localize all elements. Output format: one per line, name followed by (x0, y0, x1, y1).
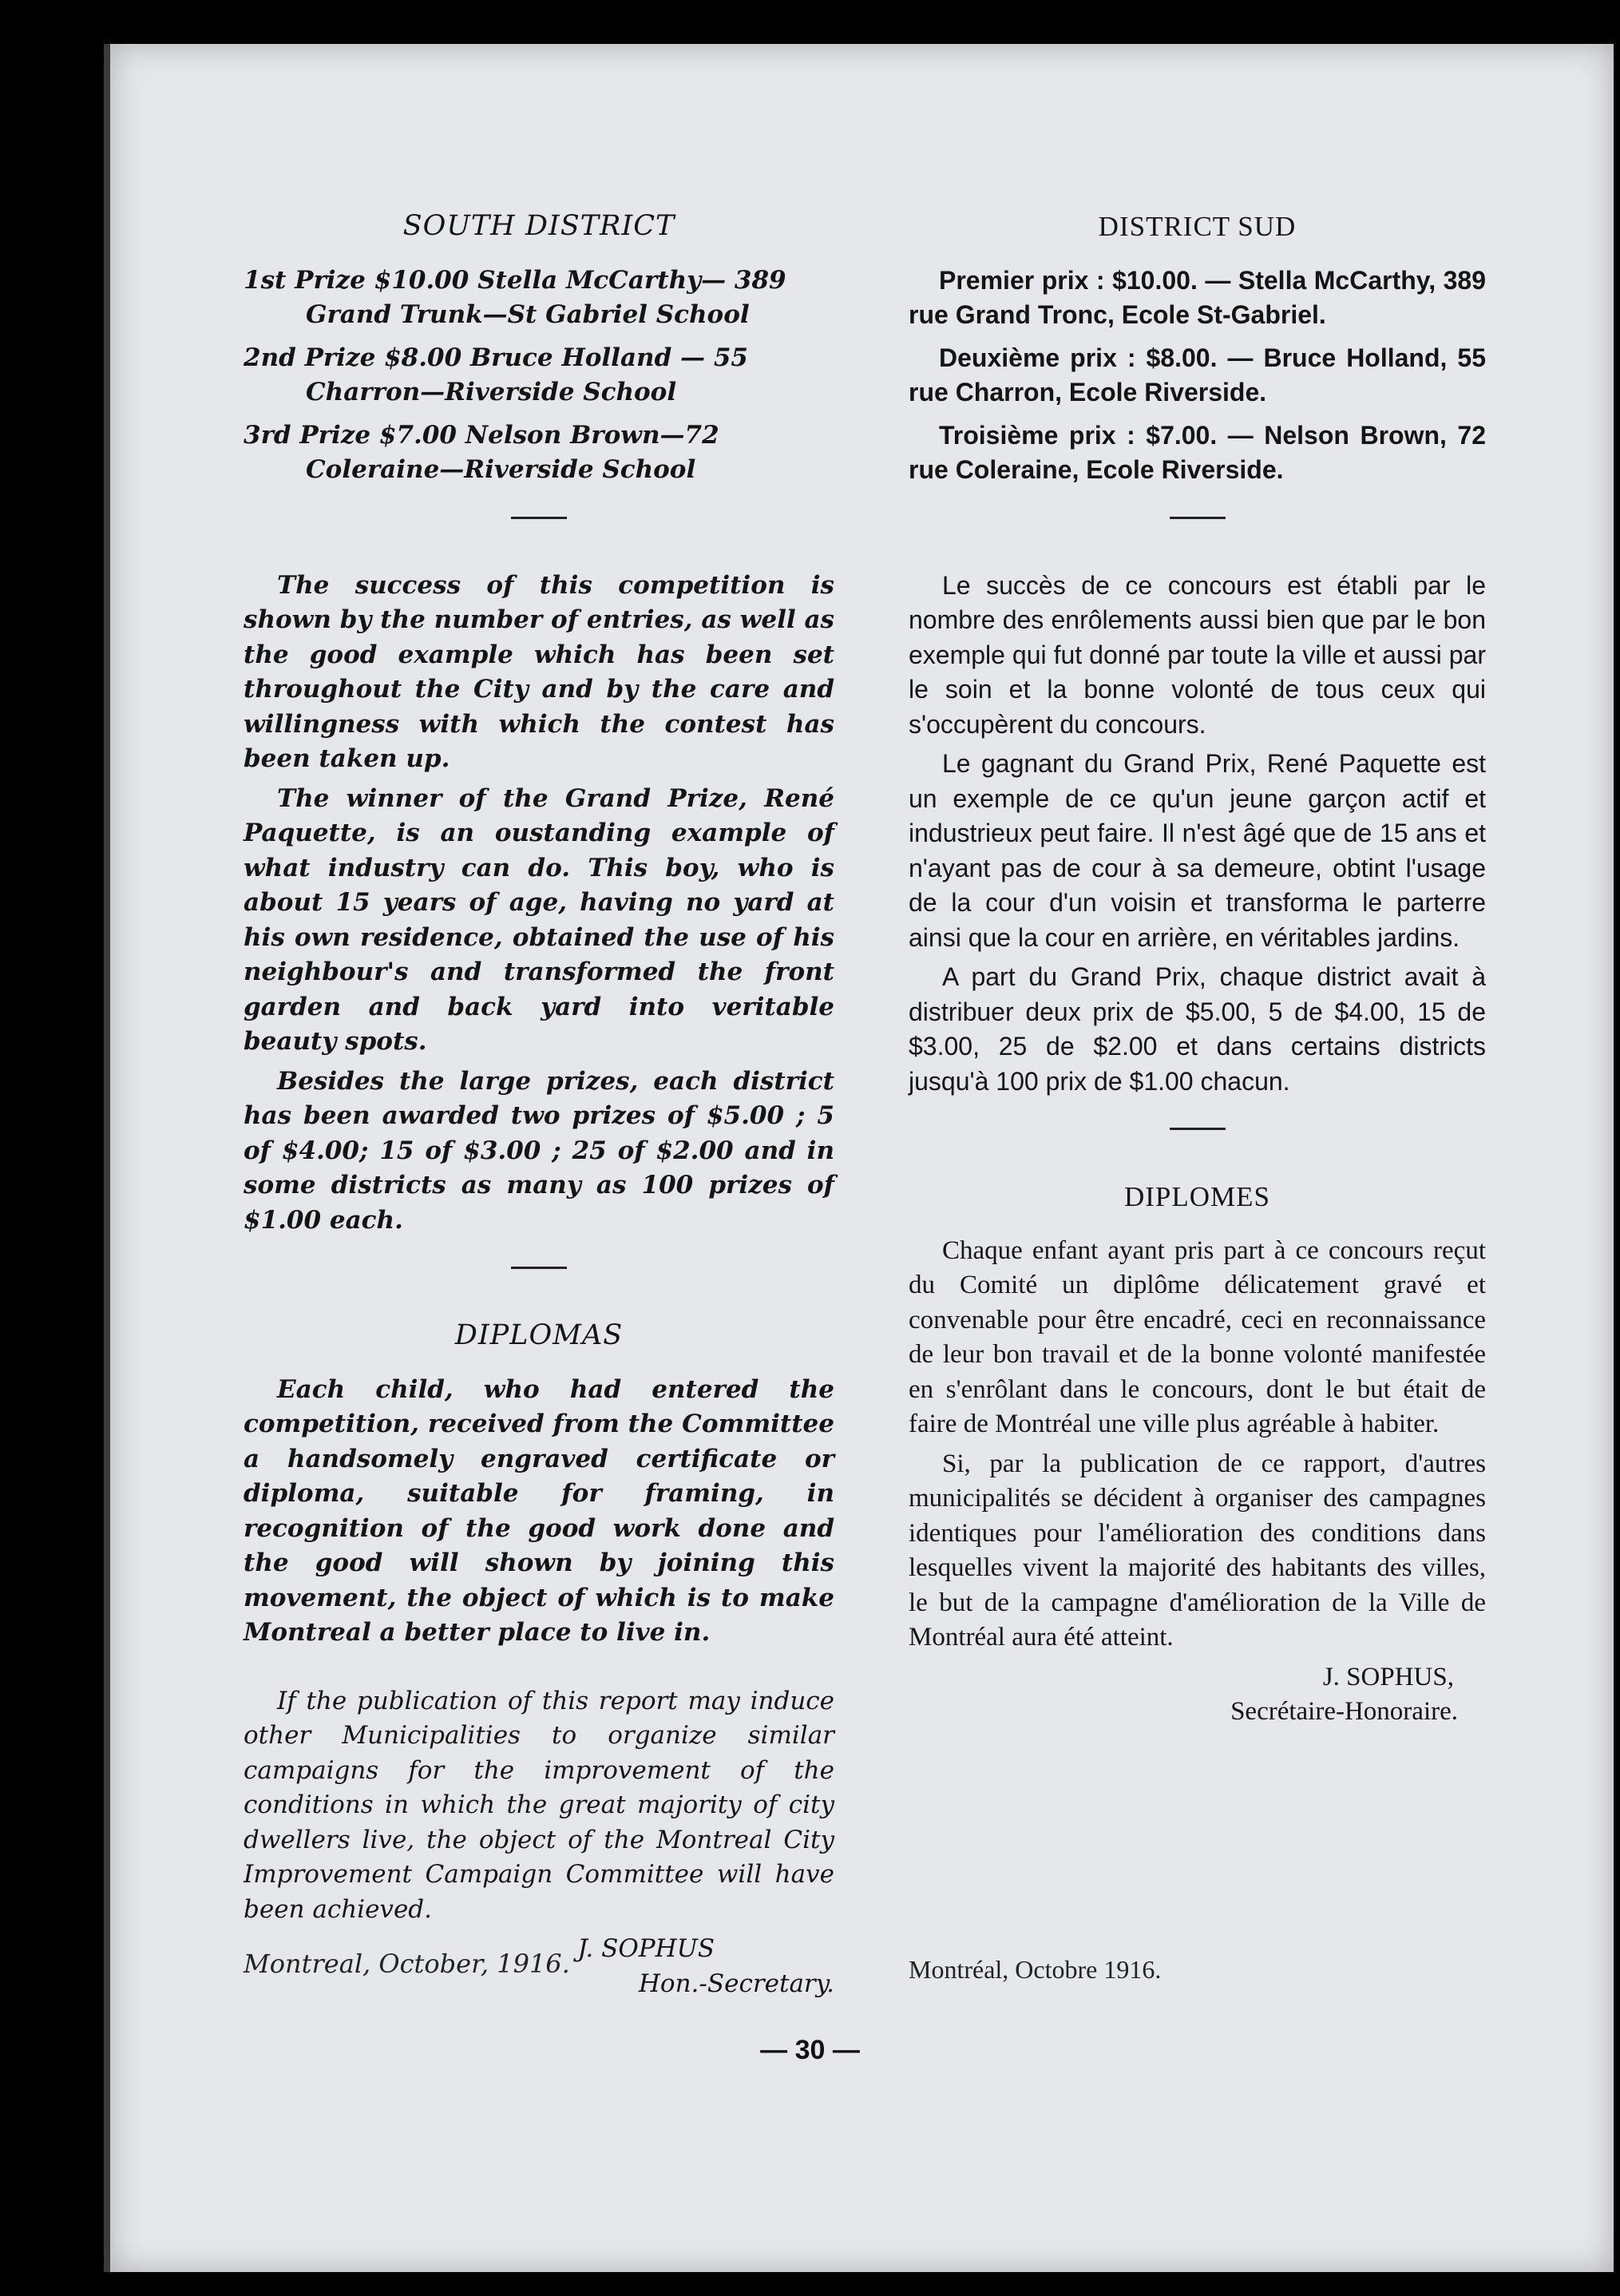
dateline-french: Montréal, Octobre 1916. (909, 1955, 1162, 1984)
prix-deuxieme: Deuxième prix : $8.00. — Bruce Holland, 55 rue Charron, Ecole Riverside. (909, 343, 1486, 406)
signature-name: J. SOPHUS (577, 1934, 715, 1963)
signature-title: Hon.-Secretary. (638, 1969, 834, 1998)
paragraphe-gagnant: Le gagnant du Grand Prix, René Paquette est un exemple de ce qu'un jeune garçon actif et industrieux peut faire. Il n'est âgé que de 15 ans et n'ayant pas de cour à sa demeure, obtint l'usage de la cour d'un voisin et transforma le parterre ainsi que la cour en arrière, en véritables jardins. (909, 749, 1486, 952)
page-number: — 30 — (760, 2035, 860, 2065)
paragraphe-publication: Si, par la publication de ce rapport, d'autres municipalités se décident à organiser des campagnes identiques pour l'amélioration des conditions dans lesquelles vivent la majorité des habitants des villes, le but de la campagne d'amélioration de la Ville de Montréal aura été atteint. (909, 1449, 1486, 1652)
section-divider (1170, 517, 1226, 519)
section-divider (1170, 1128, 1226, 1130)
section-divider (511, 517, 567, 519)
paragraph-publication: If the publication of this report may induce other Municipalities to organize similar campaigns for the improvement of the conditions in which the great majority of city dwellers live, the object of the Montreal City Improvement Campaign Committee will have been achieved. (244, 1686, 834, 1924)
dateline-english: Montreal, October, 1916. (244, 1949, 570, 1979)
prix-troisieme: Troisième prix : $7.00. — Nelson Brown, 72 rue Coleraine, Ecole Riverside. (909, 420, 1486, 484)
paragraphe-succes: Le succès de ce concours est établi par le nombre des enrôlements aussi bien que par le bon exemple qui fut donné par toute la ville et aussi par le soin et la bonne volonté de tous ceux qui s'occupèrent du concours. (909, 570, 1486, 739)
diplomas-heading: DIPLOMAS (454, 1319, 624, 1351)
paragraph-diplomas: Each child, who had entered the competition, received from the Committee a handsomely engraved certificate or diploma, suitable for framing, in recognition of the good work done and the good will shown by joining this movement, the object of which is to make Montreal a better place to live in. (244, 1374, 834, 1647)
signature-nom: J. SOPHUS, (1322, 1662, 1454, 1691)
paragraphe-prix: A part du Grand Prix, chaque district avait à distribuer deux prix de $5.00, 5 de $4.00, 15 de $3.00, 25 de $2.00 et dans certains districts jusqu'à 100 prix de $1.00 chacun. (909, 962, 1486, 1096)
south-district-heading: SOUTH DISTRICT (402, 210, 675, 242)
prize-first: 1st Prize $10.00 Stella McCarthy— 389 Grand Trunk—St Gabriel School (244, 265, 786, 329)
diplomes-heading: DIPLOMES (1123, 1181, 1271, 1212)
paragraphe-diplomes: Chaque enfant ayant pris part à ce concours reçut du Comité un diplôme délicatement gravé et convenable pour être encadré, ceci en reconnaissance de leur bon travail et de la bonne volonté manifestée en s'enrôlant dans le concours, dont le but était de faire de Montréal une ville plus agréable à habiter. (909, 1235, 1486, 1438)
paragraph-success: The success of this competition is shown by the number of entries, as well as the good example which has been set throughout the City and by the care and willingness with which the contest has been taken up. (244, 570, 834, 773)
english-column (244, 209, 834, 2001)
district-sud-heading: DISTRICT SUD (1098, 211, 1297, 242)
section-divider (511, 1267, 567, 1269)
french-column (909, 209, 1486, 1730)
prize-third: 3rd Prize $7.00 Nelson Brown—72 Coleraine—Riverside School (244, 420, 719, 484)
paragraph-winner: The winner of the Grand Prize, René Paquette, is an oustanding example of what industry can do. This boy, who is about 15 years of age, having no yard at his own residence, obtained the use of his neighbour's and transformed the front garden and back yard into veritable beauty spots. (244, 783, 834, 1056)
prix-premier: Premier prix : $10.00. — Stella McCarthy, 389 rue Grand Tronc, Ecole St-Gabriel. (909, 265, 1486, 329)
prize-second: 2nd Prize $8.00 Bruce Holland — 55 Charron—Riverside School (244, 343, 748, 406)
signature-titre: Secrétaire-Honoraire. (1230, 1697, 1458, 1726)
paragraph-prizes: Besides the large prizes, each district has been awarded two prizes of $5.00 ; 5 of $4.00; 15 of $3.00 ; 25 of $2.00 and in some districts as many as 100 prizes of $1.00 each. (244, 1066, 834, 1235)
